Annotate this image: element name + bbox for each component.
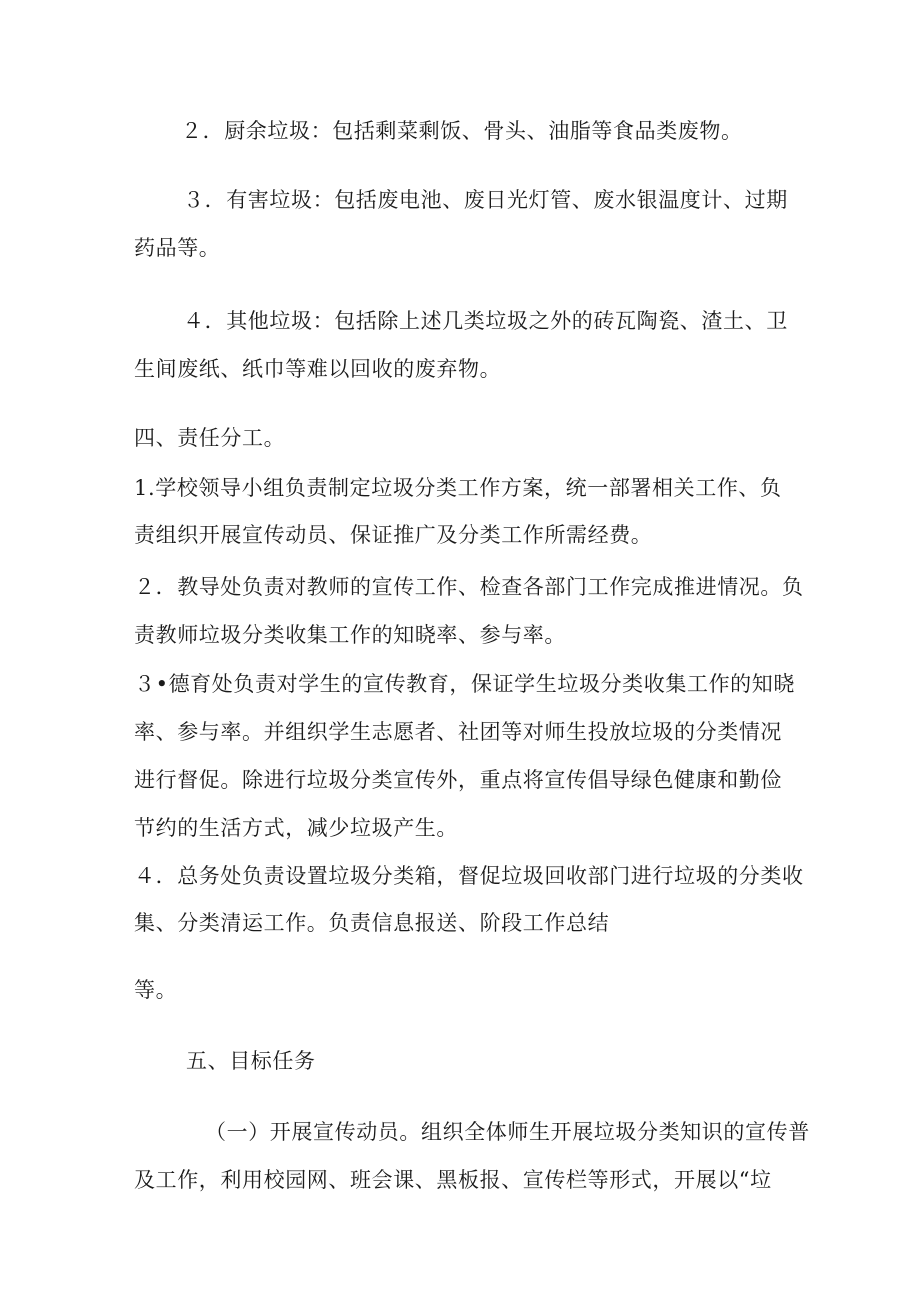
responsibility-2-line-1: ２．教导处负责对教师的宣传工作、检查各部门工作完成推进情况。负 xyxy=(134,575,804,599)
responsibility-4-line-3: 等。 xyxy=(134,978,178,1002)
responsibility-3-line-1: ３•德育处负责对学生的宣传教育，保证学生垃圾分类收集工作的知晓 xyxy=(134,672,795,696)
other-waste-line-2: 生间废纸、纸巾等难以回收的废弃物。 xyxy=(134,357,502,381)
hazardous-waste-line-1: ３．有害垃圾：包括废电池、废日光灯管、废水银温度计、过期 xyxy=(183,188,788,212)
hazardous-waste-line-2: 药品等。 xyxy=(134,236,221,260)
goal-1-line-2: 及工作，利用校园网、班会课、黑板报、宣传栏等形式，开展以“垃 xyxy=(134,1168,772,1192)
responsibility-3-line-4: 节约的生活方式，减少垃圾产生。 xyxy=(134,816,458,840)
responsibility-4-line-1: ４．总务处负责设置垃圾分类箱，督促垃圾回收部门进行垃圾的分类收 xyxy=(134,864,804,888)
other-waste-line-1: ４．其他垃圾：包括除上述几类垃圾之外的砖瓦陶瓷、渣土、卫 xyxy=(183,309,788,333)
kitchen-waste-line: ２．厨余垃圾：包括剩菜剩饭、骨头、油脂等食品类废物。 xyxy=(181,119,743,143)
responsibility-2-line-2: 责教师垃圾分类收集工作的知晓率、参与率。 xyxy=(134,623,566,647)
responsibility-3-line-3: 进行督促。除进行垃圾分类宣传外，重点将宣传倡导绿色健康和勤俭 xyxy=(134,768,782,792)
responsibility-1-line-1: 1.学校领导小组负责制定垃圾分类工作方案，统一部署相关工作、负 xyxy=(134,476,782,500)
responsibility-1-line-2: 责组织开展宣传动员、保证推广及分类工作所需经费。 xyxy=(134,523,653,547)
goal-1-line-1: （一）开展宣传动员。组织全体师生开展垃圾分类知识的宣传普 xyxy=(205,1120,810,1144)
responsibility-4-line-2: 集、分类清运工作。负责信息报送、阶段工作总结 xyxy=(134,911,610,935)
responsibility-3-line-2: 率、参与率。并组织学生志愿者、社团等对师生投放垃圾的分类情况 xyxy=(134,720,782,744)
section-heading-goals: 五、目标任务 xyxy=(186,1049,316,1073)
section-heading-responsibilities: 四、责任分工。 xyxy=(134,426,286,450)
